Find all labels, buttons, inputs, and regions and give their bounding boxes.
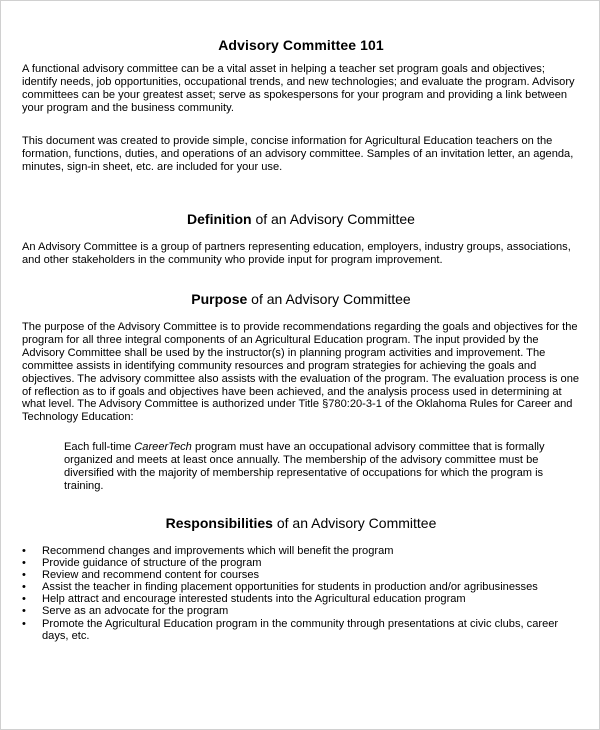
bullet-icon: • bbox=[22, 581, 26, 594]
responsibilities-heading-rest: of an Advisory Committee bbox=[272, 515, 437, 531]
definition-heading-bold: Definition bbox=[187, 211, 252, 227]
bullet-icon: • bbox=[22, 605, 26, 618]
list-item-text: Provide guidance of structure of the program bbox=[42, 557, 262, 570]
list-item-text: Promote the Agricultural Education program in the community through presentations at civic clubs, career days, etc. bbox=[42, 617, 559, 642]
purpose-quote bbox=[64, 441, 582, 493]
list-item bbox=[22, 618, 582, 642]
list-item bbox=[22, 569, 582, 581]
list-item-text: Assist the teacher in finding placement opportunities for students in production and/or agribusinesses bbox=[42, 581, 538, 594]
document-title: Advisory Committee 101 bbox=[218, 37, 384, 53]
list-item-text: Serve as an advocate for the program bbox=[42, 605, 229, 618]
list-item-text: Help attract and encourage interested students into the Agricultural education program bbox=[42, 593, 466, 606]
list-item-text: Review and recommend content for courses bbox=[42, 569, 260, 582]
intro-paragraph-2: This document was created to provide simple, concise information for Agricultural Education teachers on the formation, functions, duties, and operations of an advisory committee. Samples of an invitation letter, an agenda, minutes, sign-in sheet, etc. are included for your use. bbox=[22, 135, 574, 173]
purpose-heading bbox=[1, 291, 600, 307]
bullet-icon: • bbox=[22, 545, 26, 557]
list-item bbox=[22, 557, 582, 569]
intro-paragraph-1: A functional advisory committee can be a vital asset in helping a teacher set program goals and objectives; identify needs, job opportunities, occupational trends, and new technologies; and evaluate the program. Advisory committees can be your greatest asset; serve as spokespersons for your program and providing a link between your program and the business community. bbox=[22, 63, 575, 114]
bullet-icon: • bbox=[22, 593, 26, 606]
definition-paragraph: An Advisory Committee is a group of partners representing education, employers, industry groups, associations, and other stakeholders in the community who provide input for program improvement. bbox=[22, 241, 571, 266]
definition-heading bbox=[1, 211, 600, 227]
definition-heading-rest: of an Advisory Committee bbox=[251, 211, 415, 227]
list-item bbox=[22, 545, 582, 557]
purpose-heading-rest: of an Advisory Committee bbox=[247, 291, 411, 307]
bullet-icon: • bbox=[22, 569, 26, 582]
list-item bbox=[22, 581, 582, 593]
purpose-heading-bold: Purpose bbox=[191, 291, 248, 307]
bullet-icon: • bbox=[22, 557, 26, 570]
responsibilities-heading bbox=[1, 515, 600, 531]
responsibilities-heading-bold: Responsibilities bbox=[165, 515, 273, 531]
quote-text-pre: Each full-time bbox=[64, 441, 135, 453]
quote-text-italic: CareerTech bbox=[134, 441, 192, 453]
responsibilities-list bbox=[22, 545, 582, 642]
bullet-icon: • bbox=[22, 617, 26, 630]
list-item bbox=[22, 605, 582, 617]
quote-text-post: program must have an occupational advisory committee that is formally organized and meets at least once annually. The membership of the advisory committee must be diversified with the majority of membership representative of occupations for which the program is training. bbox=[64, 441, 545, 492]
list-item bbox=[22, 593, 582, 605]
purpose-paragraph: The purpose of the Advisory Committee is to provide recommendations regarding the goals and objectives for the program for all three integral components of an Agricultural Education program. The input provided by the Advisory Committee shall be used by the instructor(s) in planning program activities and improvement. The committee assists in identifying community resources and program strategies for achieving the goals and objectives. The advisory committee also assists with the evaluation of the program. The evaluation process is one of reflection as to if goals and objectives have been achieved, and the analysis process used in determining at what level. The Advisory Committee is authorized under Title §780:20-3-1 of the Oklahoma Rules for Career and Technology Education: bbox=[22, 321, 580, 424]
list-item-text: Recommend changes and improvements which will benefit the program bbox=[42, 545, 394, 557]
